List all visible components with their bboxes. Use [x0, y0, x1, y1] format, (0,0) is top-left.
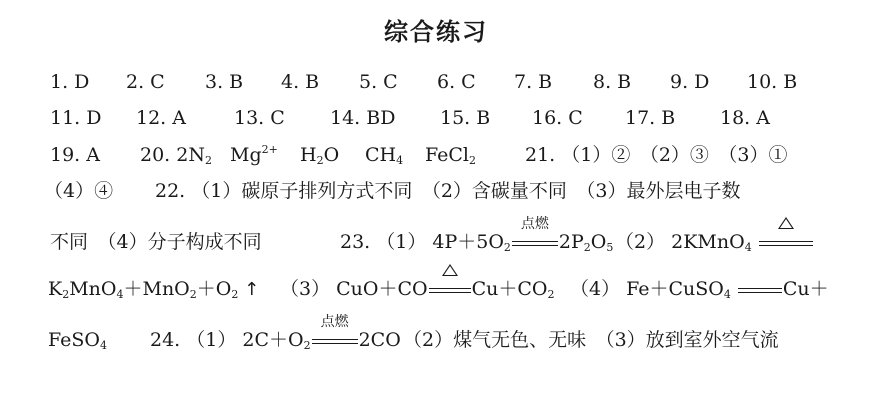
answer-24: 24. （1） $2C+O_2$ 点燃 2CO — [150, 323, 401, 357]
answer-14: 14. BD — [330, 107, 396, 129]
answer-23-3: （3） CuO＋CO $Cu+CO_2$ — [280, 272, 554, 306]
answer-4: 4. B — [281, 71, 320, 93]
equals-sign — [737, 272, 783, 306]
answer-row-6 — [50, 272, 850, 306]
answer-18: 18. A — [720, 107, 770, 129]
answer-19: 19. A — [50, 144, 100, 166]
answer-24-rest: （2）煤气无色、无味 （3）放到室外空气流 — [403, 329, 779, 351]
answer-23-4-cont: FeSO$_4$ — [48, 329, 107, 352]
answer-20-ch4: $CH_4$ — [365, 144, 404, 167]
answer-12: 12. A — [136, 107, 186, 129]
ignite-condition-sign: 点燃 — [311, 323, 359, 357]
answer-22: 22. （1）碳原子排列方式不同 （2）含碳量不同 （3）最外层电子数 — [155, 180, 741, 202]
answer-20: 20. $2N_2$ — [140, 144, 212, 167]
heat-triangle-icon — [778, 217, 794, 229]
answer-3: 3. B — [205, 71, 244, 93]
answer-row-5 — [50, 216, 850, 259]
heat-condition-sign — [758, 225, 814, 259]
answer-row-4 — [44, 174, 850, 208]
heat-triangle-icon — [442, 264, 458, 276]
answer-10: 10. B — [747, 71, 798, 93]
answer-13: 13. C — [234, 107, 285, 129]
answer-20-h2o: $H_2O$ — [300, 144, 340, 167]
answer-row-7 — [48, 314, 850, 357]
answer-22-cont: 不同 （4）分子构成不同 — [50, 231, 262, 253]
answer-9: 9. D — [670, 71, 710, 93]
answer-16: 16. C — [532, 107, 583, 129]
answer-23-4: （4） Fe＋CuSO$_4$ Cu＋ — [570, 272, 829, 306]
answer-23-1: 23. （1） $4P+5O_2$ 点燃 $2P_2O_5$ — [340, 225, 613, 259]
answer-1: 1. D — [50, 71, 90, 93]
page-title: 综合练习 — [384, 17, 488, 46]
heat-condition-sign — [428, 272, 472, 306]
answer-20-fecl2: FeCl$_2$ — [425, 144, 477, 167]
answer-17: 17. B — [625, 107, 676, 129]
answer-7: 7. B — [514, 71, 553, 93]
answer-23-2-products: $K_2MnO_4+MnO_2+O_2$ ↑ — [48, 278, 260, 301]
answer-15: 15. B — [440, 107, 491, 129]
gas-up-arrow-icon: ↑ — [238, 279, 260, 300]
answer-21-part4: （4）④ — [44, 180, 114, 202]
answer-20-mg: $Mg^{2+}$ — [230, 143, 278, 166]
answer-8: 8. B — [593, 71, 632, 93]
answer-2: 2. C — [126, 71, 165, 93]
answer-6: 6. C — [437, 71, 476, 93]
answer-5: 5. C — [359, 71, 398, 93]
answer-row-1 — [50, 65, 850, 99]
answer-21: 21. （1）② （2）③ （3）① — [525, 144, 788, 166]
answer-23-2: （2） 2KMnO$_4$ — [615, 225, 814, 259]
answer-row-2 — [50, 101, 850, 135]
answer-11: 11. D — [50, 107, 102, 129]
answer-row-3 — [50, 138, 850, 172]
ignite-condition-sign: 点燃 — [511, 225, 559, 259]
